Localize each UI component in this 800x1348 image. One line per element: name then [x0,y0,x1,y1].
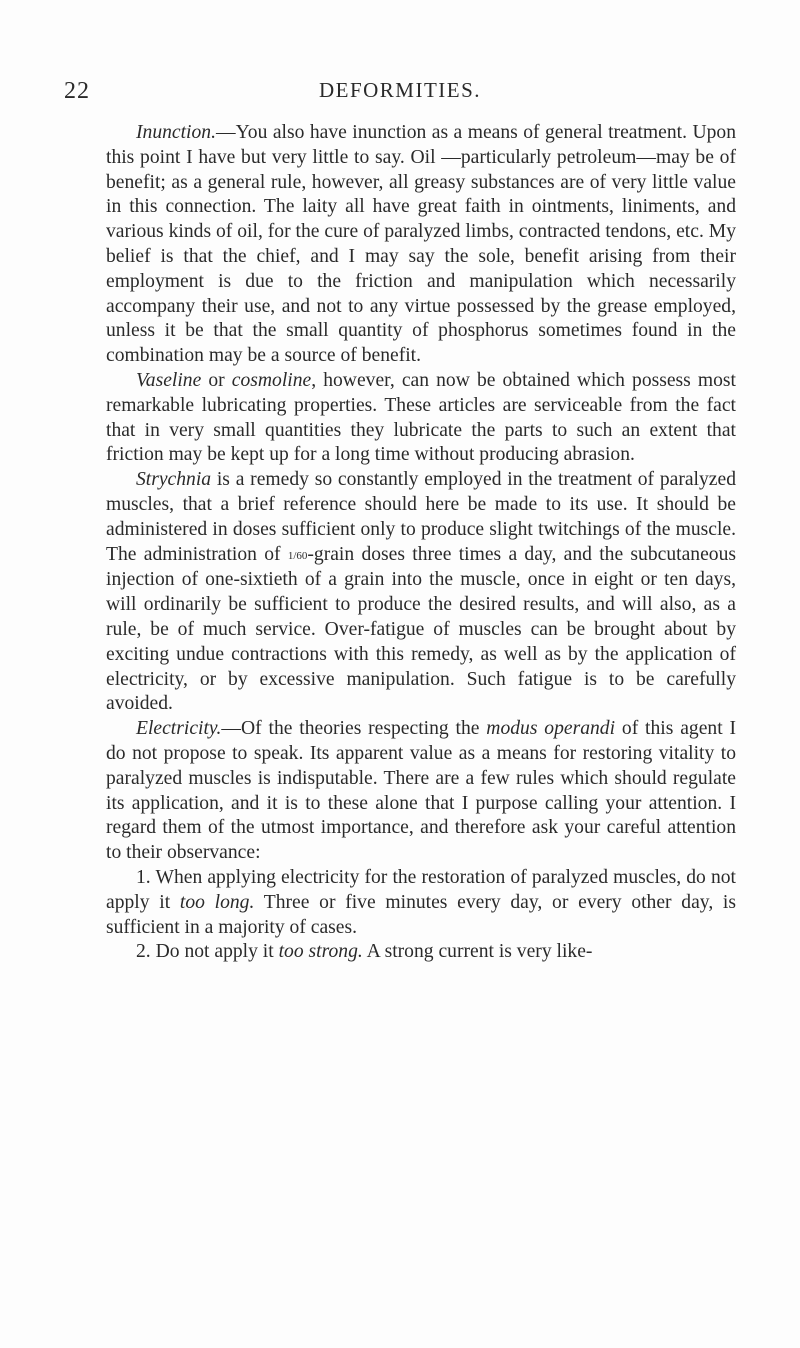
paragraph-vaseline: Vaseline or cosmoline, however, can now be obtained which possess most remarkable lubricating properties. These articles are serviceable from the fact that in very small quantities they lubricate the parts to such an extent that friction may be kept up for a long time without producing abrasion. [106,369,736,466]
running-title: DEFORMITIES. [318,78,482,102]
page-number: 22 [64,78,90,104]
paragraph-strychnia: Strychnia is a remedy so constantly employed in the treatment of paralyzed muscles, that a brief reference should here be made to its use. It should be administered in doses sufficient only to produce slight twitchings of the muscle. The administration of 1/60-grain doses three times a day, and the subcutaneous injection of one-sixtieth of a grain into the muscle, once in eight or ten days, will ordinarily be sufficient to produce the desired results, and will also, as a rule, be of much service. Over-fatigue of muscles can be brought about by exciting undue contractions with this remedy, as well as by the application of electricity, or by excessive manipulation. Such fatigue is to be carefully avoided. [106,469,736,715]
fraction: 1/60 [287,549,308,562]
heading-electricity: Electricity. [136,718,222,740]
heading-inunction: Inunction. [136,122,216,143]
paragraph-inunction: Inunction.—You also have inunction as a means of general treatment. Upon this point I have but very little to say. Oil —particularly petroleum—may be of benefit; as a general rule, however, all greasy substances are of very little value in this connection. The laity all have great faith in ointments, liniments, and various kinds of oil, for the cure of paralyzed limbs, contracted tendons, etc. My belief is that the chief, and I may say the sole, benefit arising from their employment is due to the friction and manipulation which necessarily accompany their use, and not to any virtue possessed by the grease employed, unless it be that the small quantity of phosphorus sometimes found in the combination may be a source of benefit. [106,122,736,367]
paragraph-electricity: Electricity.—Of the theories respecting the modus operandi of this agent I do not propose to speak. Its apparent value as a means for restoring vitality to paralyzed muscles is indisputable. There are a few rules which should regulate its application, and it is to these alone that I purpose calling your attention. I regard them of the utmost importance, and therefore ask your careful attention to their observance: [106,718,736,864]
page-header [0,78,800,112]
body-text [106,121,736,965]
list-item-2: 2. Do not apply it too strong. A strong current is very like- [136,941,593,963]
list-item-1: 1. When applying electricity for the restoration of paralyzed muscles, do not apply it too long. Three or five minutes every day, or every other day, is sufficient in a majority of cases. [106,866,737,938]
